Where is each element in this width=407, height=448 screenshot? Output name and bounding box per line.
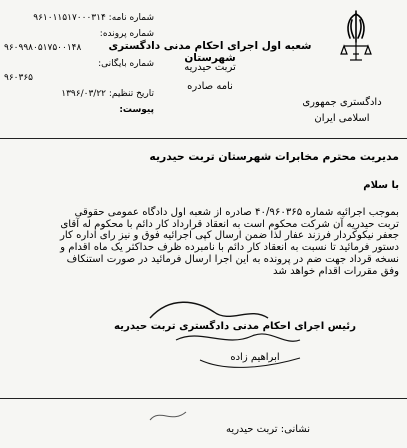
address-value: تربت حیدریه [226,424,278,435]
greeting-line: با سلام [363,180,399,191]
meta-label: پیوست: [119,105,154,115]
signatory-title: رئیس اجرای احکام مدنی دادگستری تربت حیدریه [113,321,356,332]
meta-value: ۱۳۹۶/۰۳/۲۲ [61,89,106,99]
body-line: بموجب اجرائیه شماره ۴۰/۹۶۰۳۶۵ صادره از شعبه اول دادگاه عمومی حقوقی [74,207,399,218]
office-name: شعبه اول اجرای احکام مدنی دادگستری شهرستان [108,40,312,64]
meta-label: شماره نامه: [108,13,154,23]
office-city: تربت حیدریه [184,62,236,73]
org-line-1: دادگستری جمهوری [302,97,382,108]
meta-case-number [4,29,154,39]
header-divider [0,138,407,139]
body-line: جعفر نیکوکردار فرزند عفار لذا ضمن ارسال کپی اجرائیه فوق و نیز رای اداره کار [59,230,399,242]
meta-letter-number [4,13,154,23]
iran-emblem-icon [338,8,374,66]
meta-label: شماره بایگانی: [98,59,154,69]
body-line: نسخه قرداد جهت ضم در پرونده به این اجرا ارسال فرمائید در صورت استنکاف [66,253,399,265]
body-line: تربت حیدریه آن شرکت محکوم است به انعقاد قرارداد کار دائم با محکوم له آقای [60,218,399,230]
footer-address [160,424,310,435]
meta-archive-number [4,59,154,69]
meta-archive-number-value: ۹۶۰۳۶۵ [4,73,34,83]
body-line: وفق مقررات اقدام خواهد شد [273,265,399,277]
org-line-2: اسلامی ایران [314,113,370,124]
meta-case-number-value: ۹۶۰۹۹۸۰۵۱۷۵۰۰۱۴۸ [4,43,82,53]
meta-label: تاریخ تنظیم: [108,89,154,99]
letter-body [5,207,399,277]
document-type: نامه صادره [187,81,233,92]
footer-divider [0,398,407,399]
meta-date [4,89,154,99]
address-label: نشانی: [280,424,310,435]
recipient-line: مدیریت محترم مخابرات شهرستان تربت حیدریه [149,150,399,163]
body-line: دستور فرمائید تا نسبت به انعقاد کار دائم با نامبرده ظرف حداکثر یک ماه اقدام و [60,242,399,254]
meta-label: شماره پرونده: [99,29,154,39]
signatory-name: ابراهیم زاده [230,352,280,363]
meta-value: ۹۶۱۰۱۱۵۱۷۰۰۰۳۱۴ [33,13,106,23]
meta-attachment [4,105,154,115]
